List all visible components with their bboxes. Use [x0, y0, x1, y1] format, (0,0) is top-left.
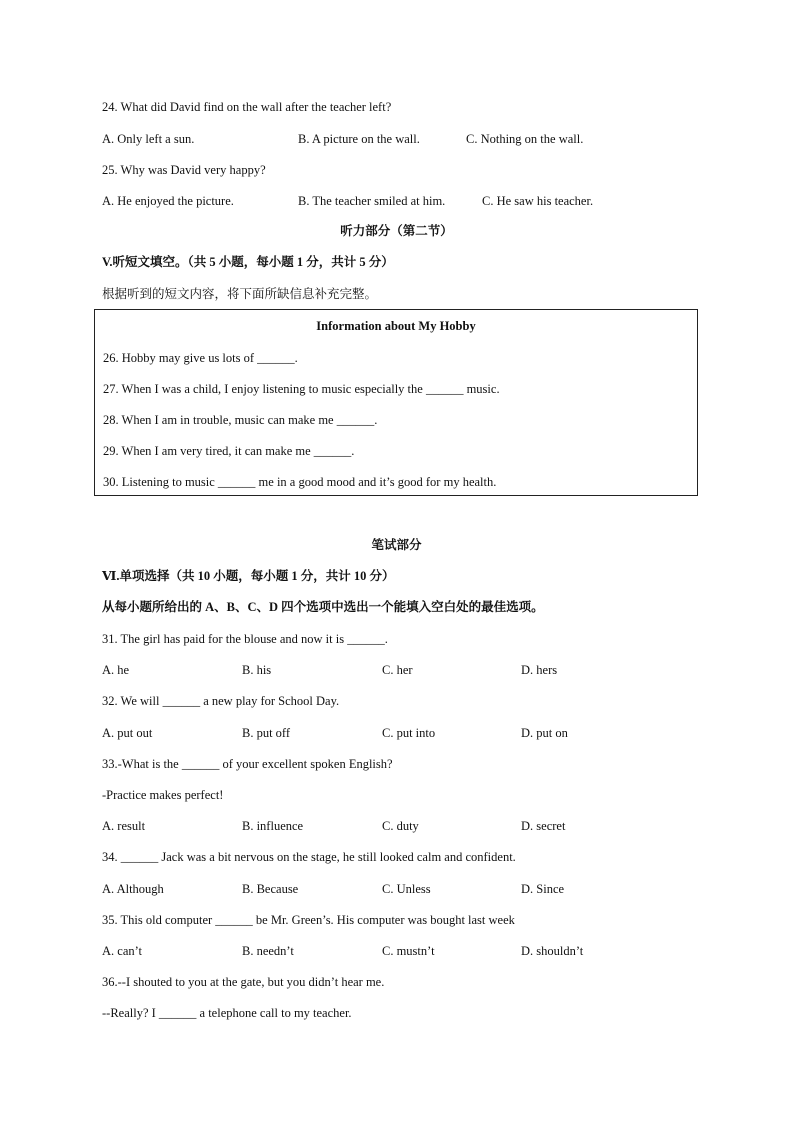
q34-option-b: B. Because	[242, 882, 299, 896]
question-34-stem: 34. ______ Jack was a bit nervous on the stage, he still looked calm and confident.	[102, 850, 516, 864]
section-vi-instruction: 从每小题所给出的 A、B、C、D 四个选项中选出一个能填入空白处的最佳选项。	[102, 600, 544, 614]
q25-option-c: C. He saw his teacher.	[482, 194, 594, 208]
q35-option-b: B. needn’t	[242, 944, 294, 958]
q25-option-b: B. The teacher smiled at him.	[298, 194, 446, 208]
q32-option-d: D. put on	[521, 726, 568, 740]
q35-option-d: D. shouldn’t	[521, 944, 584, 958]
listening-section-header: 听力部分（第二节）	[340, 224, 453, 238]
q34-option-c: C. Unless	[382, 882, 431, 896]
q31-option-c: C. her	[382, 663, 413, 677]
q33-option-a: A. result	[102, 819, 146, 833]
section-v-title: V.听短文填空。（共 5 小题，每小题 1 分，共计 5 分）	[102, 255, 394, 269]
question-26: 26. Hobby may give us lots of ______.	[103, 351, 298, 365]
q24-option-a: A. Only left a sun.	[102, 132, 195, 146]
written-section-header: 笔试部分	[371, 538, 422, 552]
q25-option-a: A. He enjoyed the picture.	[102, 194, 234, 208]
question-36-response: --Really? I ______ a telephone call to my teacher.	[102, 1006, 352, 1020]
question-32-stem: 32. We will ______ a new play for School Day.	[102, 694, 340, 708]
question-33-response: -Practice makes perfect!	[102, 788, 224, 802]
question-29: 29. When I am very tired, it can make me ______.	[103, 444, 355, 458]
q32-option-b: B. put off	[242, 726, 291, 740]
q35-option-a: A. can’t	[102, 944, 143, 958]
question-35-stem: 35. This old computer ______ be Mr. Green’s. His computer was bought last week	[102, 913, 515, 927]
question-28: 28. When I am in trouble, music can make me ______.	[103, 413, 378, 427]
question-24-stem: 24. What did David find on the wall after the teacher left?	[102, 100, 392, 114]
section-v-instruction: 根据听到的短文内容，将下面所缺信息补充完整。	[102, 287, 378, 301]
hobby-box-title: Information about My Hobby	[316, 319, 476, 333]
q31-option-d: D. hers	[521, 663, 558, 677]
q32-option-a: A. put out	[102, 726, 153, 740]
q33-option-d: D. secret	[521, 819, 566, 833]
q33-option-c: C. duty	[382, 819, 419, 833]
q24-option-b: B. A picture on the wall.	[298, 132, 420, 146]
q31-option-a: A. he	[102, 663, 130, 677]
q24-option-c: C. Nothing on the wall.	[466, 132, 584, 146]
q34-option-d: D. Since	[521, 882, 565, 896]
q33-option-b: B. influence	[242, 819, 304, 833]
q35-option-c: C. mustn’t	[382, 944, 435, 958]
hobby-info-box	[94, 309, 698, 496]
question-30: 30. Listening to music ______ me in a good mood and it’s good for my health.	[103, 475, 497, 489]
question-36-stem: 36.--I shouted to you at the gate, but you didn’t hear me.	[102, 975, 385, 989]
q32-option-c: C. put into	[382, 726, 436, 740]
q34-option-a: A. Although	[102, 882, 164, 896]
question-25-stem: 25. Why was David very happy?	[102, 163, 266, 177]
section-vi-title: Ⅵ.单项选择（共 10 小题，每小题 1 分，共计 10 分）	[102, 569, 395, 583]
q31-option-b: B. his	[242, 663, 272, 677]
question-31-stem: 31. The girl has paid for the blouse and now it is ______.	[102, 632, 388, 646]
question-33-stem: 33.-What is the ______ of your excellent spoken English?	[102, 757, 393, 771]
question-27: 27. When I was a child, I enjoy listening to music especially the ______ music.	[103, 382, 500, 396]
